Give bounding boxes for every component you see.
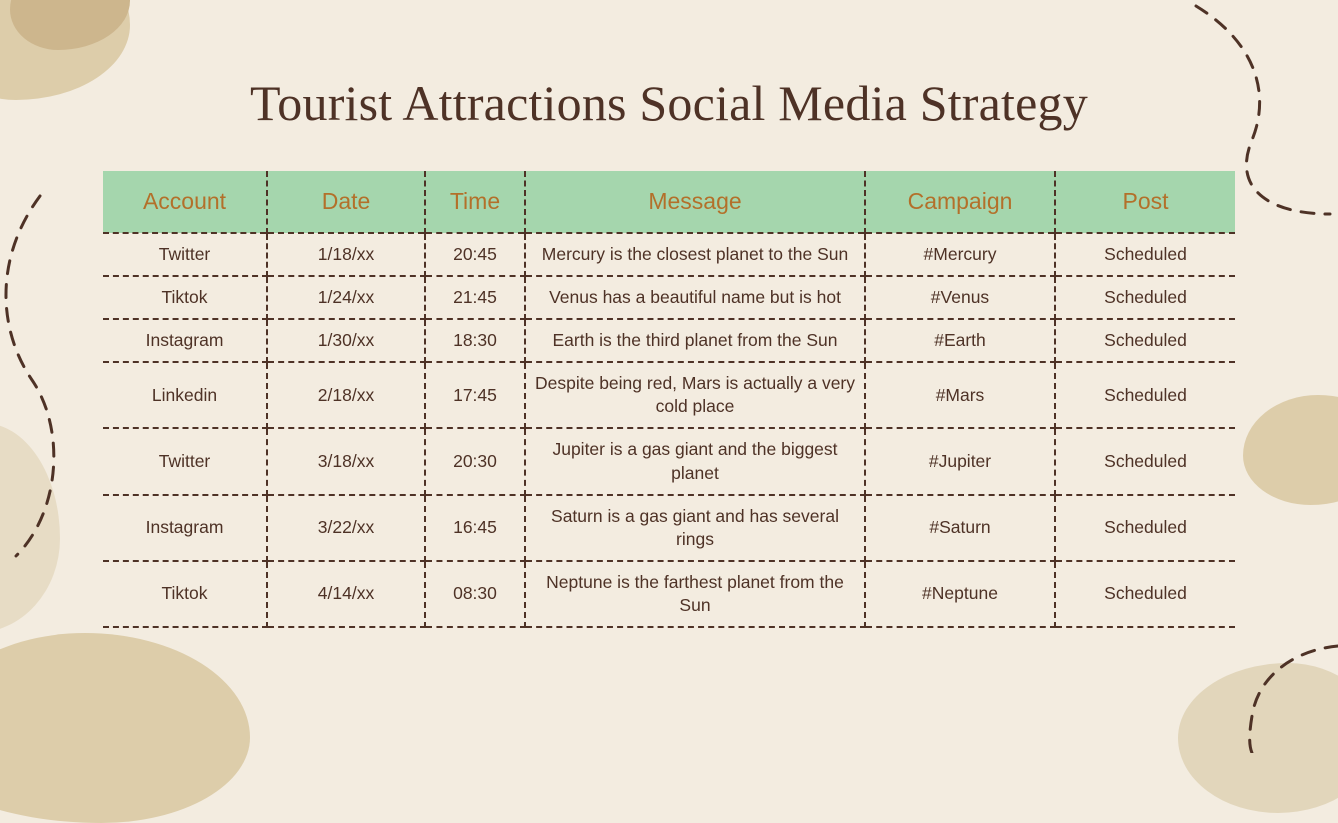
table-row: [103, 233, 1235, 276]
cell-time: 18:30: [425, 319, 525, 362]
cell-account: Tiktok: [103, 561, 267, 627]
cell-post: Scheduled: [1055, 319, 1235, 362]
cell-post: Scheduled: [1055, 362, 1235, 428]
column-header-message: Message: [525, 171, 865, 233]
cell-date: 3/22/xx: [267, 495, 425, 561]
cell-message: Earth is the third planet from the Sun: [525, 319, 865, 362]
decorative-blob-bottom-left: [0, 633, 250, 823]
cell-date: 1/18/xx: [267, 233, 425, 276]
decorative-blob-right: [1243, 395, 1338, 505]
cell-campaign: #Venus: [865, 276, 1055, 319]
cell-date: 1/30/xx: [267, 319, 425, 362]
cell-time: 17:45: [425, 362, 525, 428]
table-header-row: [103, 171, 1235, 233]
cell-account: Twitter: [103, 428, 267, 494]
cell-message: Venus has a beautiful name but is hot: [525, 276, 865, 319]
cell-post: Scheduled: [1055, 233, 1235, 276]
cell-campaign: #Earth: [865, 319, 1055, 362]
page-title: Tourist Attractions Social Media Strategy: [250, 75, 1088, 131]
decorative-blob-top-left-inner: [10, 0, 130, 50]
table-row: [103, 561, 1235, 627]
cell-campaign: #Neptune: [865, 561, 1055, 627]
column-header-time: Time: [425, 171, 525, 233]
cell-message: Jupiter is a gas giant and the biggest planet: [525, 428, 865, 494]
table-row: [103, 495, 1235, 561]
cell-post: Scheduled: [1055, 428, 1235, 494]
cell-post: Scheduled: [1055, 561, 1235, 627]
cell-campaign: #Mars: [865, 362, 1055, 428]
social-media-schedule-table: [103, 171, 1235, 628]
cell-time: 20:45: [425, 233, 525, 276]
cell-time: 08:30: [425, 561, 525, 627]
cell-time: 21:45: [425, 276, 525, 319]
table-row: [103, 319, 1235, 362]
decorative-blob-left-middle: [0, 423, 60, 633]
cell-campaign: #Mercury: [865, 233, 1055, 276]
cell-post: Scheduled: [1055, 495, 1235, 561]
column-header-campaign: Campaign: [865, 171, 1055, 233]
cell-account: Instagram: [103, 495, 267, 561]
cell-message: Saturn is a gas giant and has several rings: [525, 495, 865, 561]
decorative-blob-bottom-right: [1178, 663, 1338, 813]
cell-date: 3/18/xx: [267, 428, 425, 494]
cell-date: 1/24/xx: [267, 276, 425, 319]
table-row: [103, 428, 1235, 494]
cell-date: 2/18/xx: [267, 362, 425, 428]
cell-account: Twitter: [103, 233, 267, 276]
cell-account: Tiktok: [103, 276, 267, 319]
column-header-post: Post: [1055, 171, 1235, 233]
table-row: [103, 362, 1235, 428]
cell-campaign: #Jupiter: [865, 428, 1055, 494]
cell-post: Scheduled: [1055, 276, 1235, 319]
cell-account: Linkedin: [103, 362, 267, 428]
column-header-date: Date: [267, 171, 425, 233]
cell-message: Despite being red, Mars is actually a very cold place: [525, 362, 865, 428]
cell-account: Instagram: [103, 319, 267, 362]
cell-campaign: #Saturn: [865, 495, 1055, 561]
cell-message: Mercury is the closest planet to the Sun: [525, 233, 865, 276]
table-row: [103, 276, 1235, 319]
cell-message: Neptune is the farthest planet from the Sun: [525, 561, 865, 627]
cell-time: 16:45: [425, 495, 525, 561]
column-header-account: Account: [103, 171, 267, 233]
cell-date: 4/14/xx: [267, 561, 425, 627]
cell-time: 20:30: [425, 428, 525, 494]
